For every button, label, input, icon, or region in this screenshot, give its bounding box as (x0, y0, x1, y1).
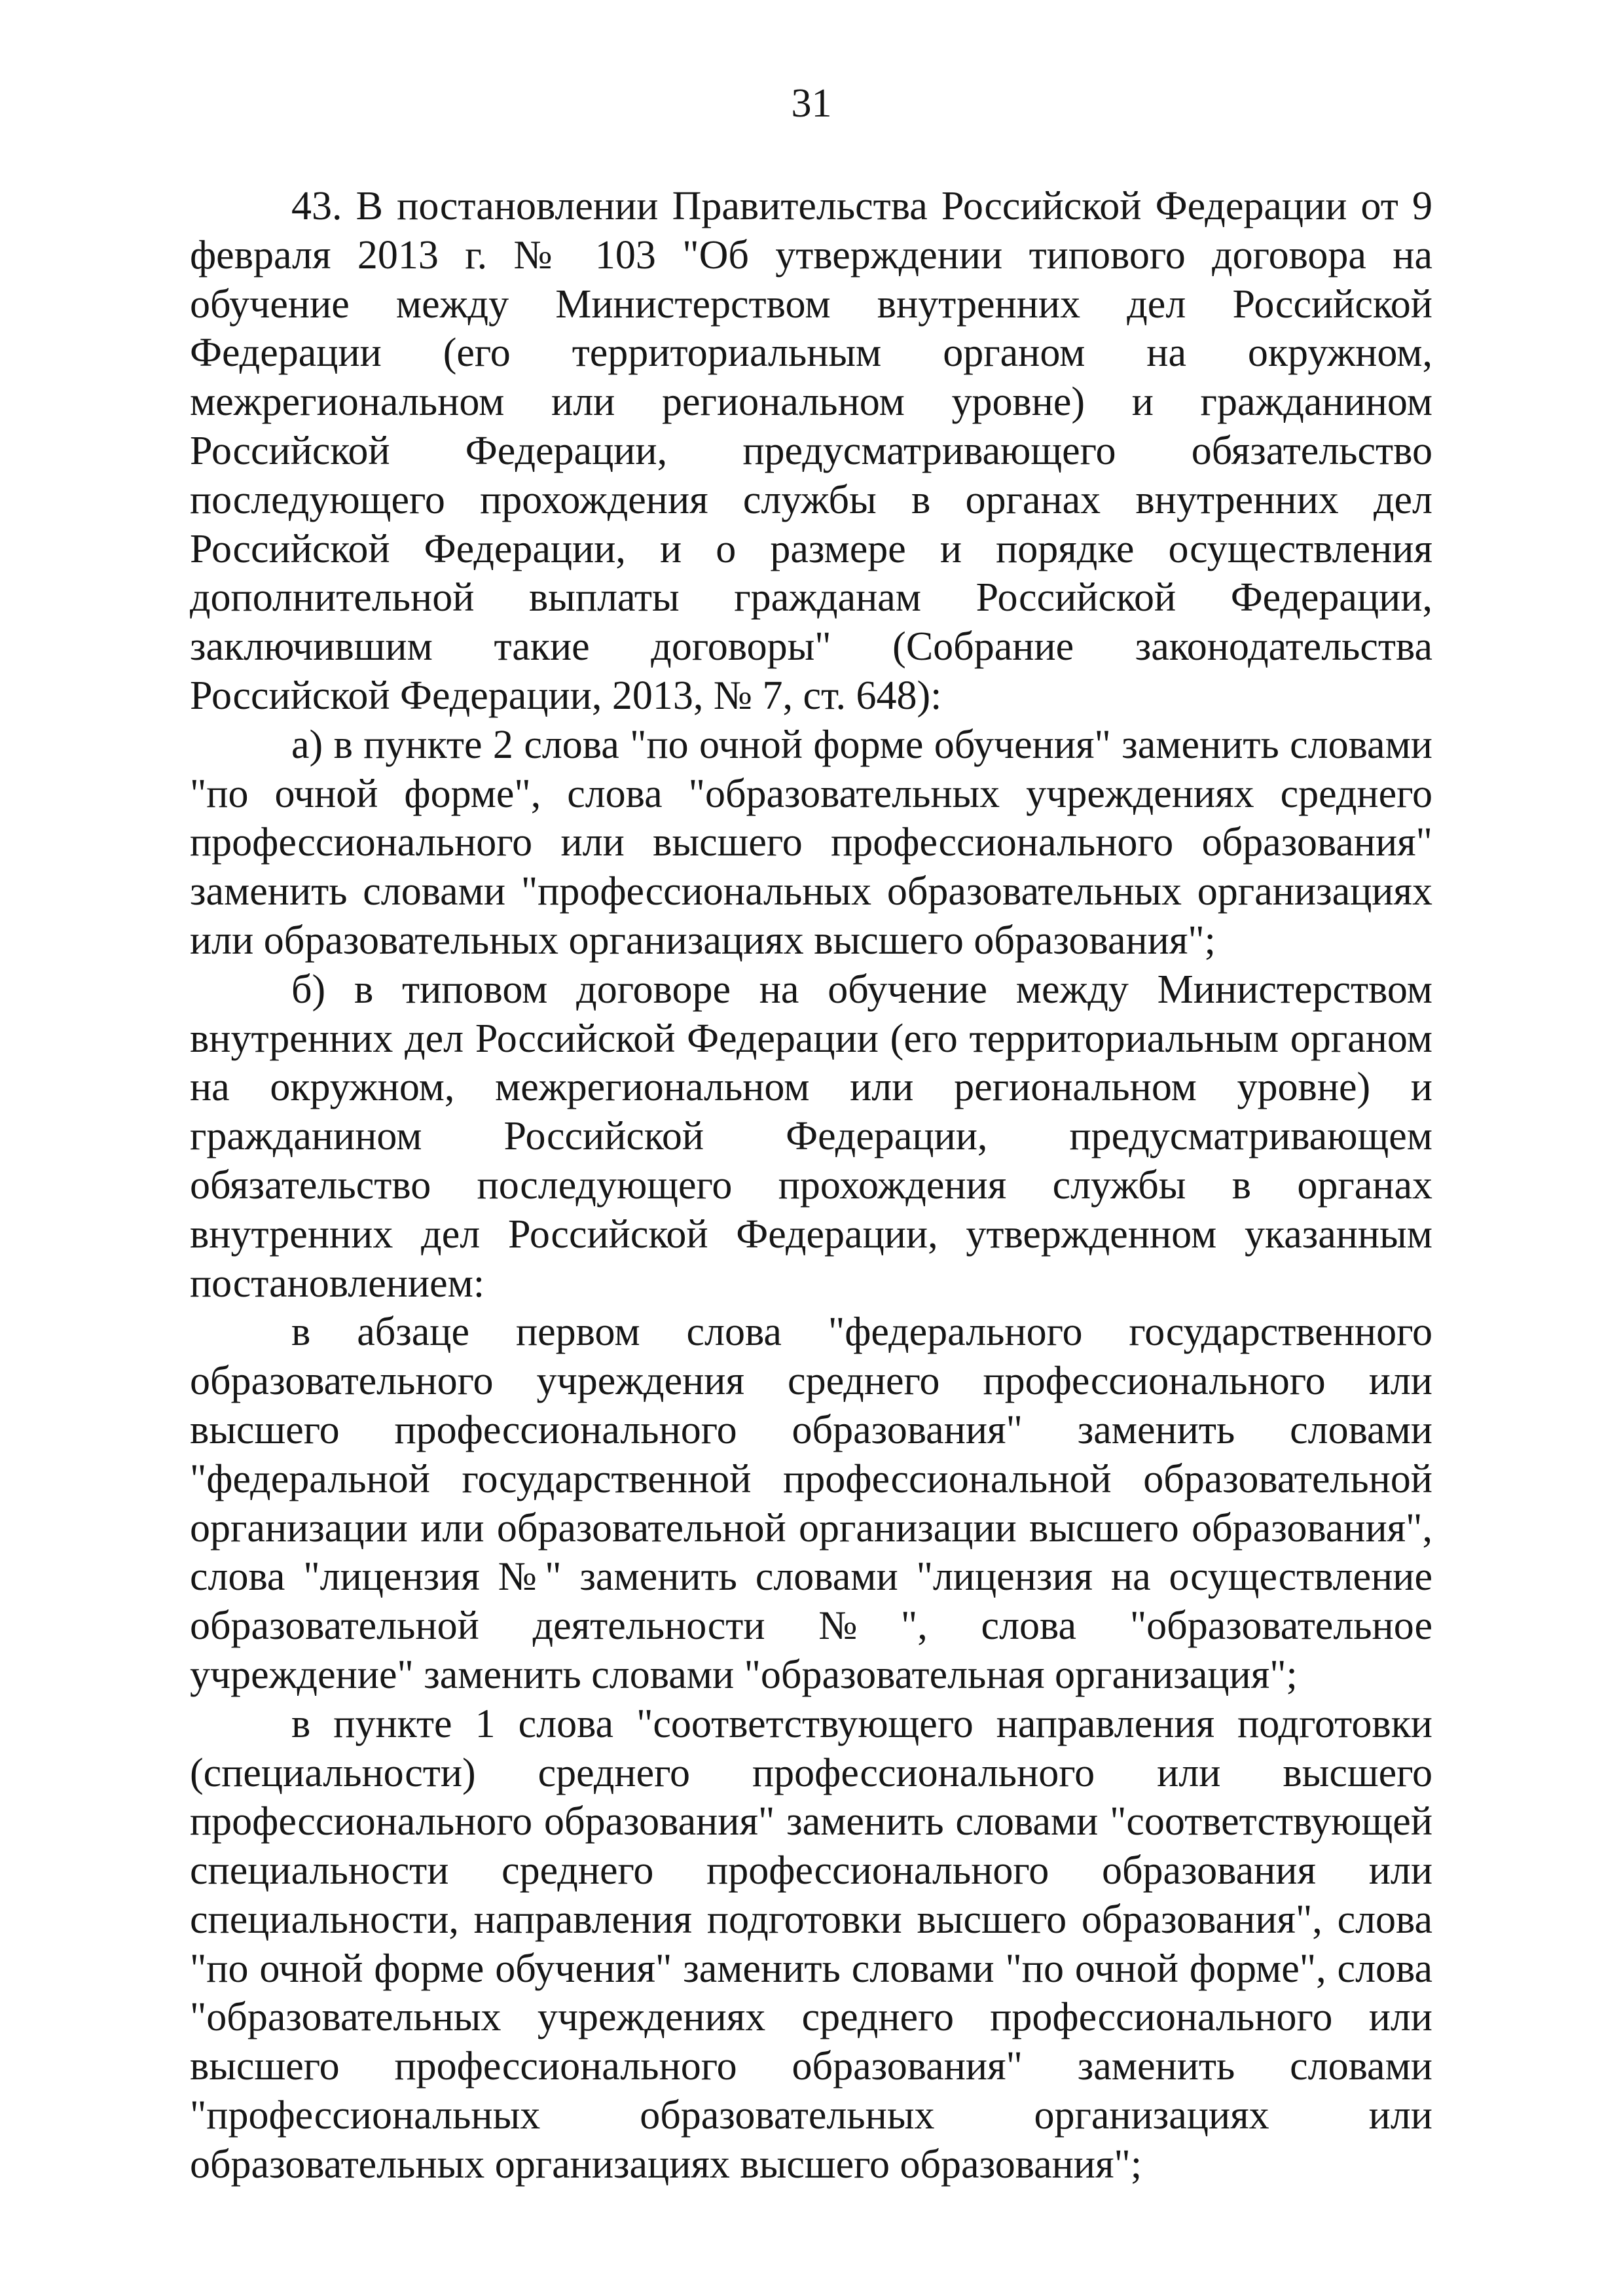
document-body (190, 182, 1432, 2189)
paragraph-b: б) в типовом договоре на обучение между Министерством внутренних дел Российской Федерации (его территориальным органом на окружном, межрегиональном или региональном уровне) и гражданином Российской Федерации, предусматривающем обязательство последующего прохождения службы в органах внутренних дел Российской Федерации, утвержденном указанным постановлением: (190, 967, 1432, 1306)
page-number: 31 (791, 81, 832, 126)
paragraph-43: 43. В постановлении Правительства Российской Федерации от 9 февраля 2013 г. № 103 "Об утверждении типового договора на обучение между Министерством внутренних дел Российской Федерации (его территориальным органом на окружном, межрегиональном или региональном уровне) и гражданином Российской Федерации, предусматривающего обязательство последующего прохождения службы в органах внутренних дел Российской Федерации, и о размере и порядке осуществления дополнительной выплаты гражданам Российской Федерации, заключившим такие договоры" (Собрание законодательства Российской Федерации, 2013, № 7, ст. 648): (190, 184, 1432, 718)
paragraph-punkt-1: в пункте 1 слова "соответствующего направления подготовки (специальности) среднего профессионального или высшего профессионального образования" заменить словами "соответствующей специальности среднего профессионального образования или специальности, направления подготовки высшего образования", слова "по очной форме обучения" заменить словами "по очной форме", слова "образовательных учреждениях среднего профессионального или высшего профессионального образования" заменить словами "профессиональных образовательных организациях или образовательных организациях высшего образования"; (190, 1701, 1432, 2187)
paragraph-a: а) в пункте 2 слова "по очной форме обучения" заменить словами "по очной форме", слова "образовательных учреждениях среднего профессионального или высшего профессионального образования" заменить словами "профессиональных образовательных организациях или образовательных организациях высшего образования"; (190, 722, 1432, 963)
paragraph-abzac-first: в абзаце первом слова "федерального государственного образовательного учреждения среднего профессионального или высшего профессионального образования" заменить словами "федеральной государственной профессиональной образовательной организации или образовательной организации высшего образования", слова "лицензия №" заменить словами "лицензия на осуществление образовательной деятельности №", слова "образовательное учреждение" заменить словами "образовательная организация"; (190, 1310, 1432, 1697)
